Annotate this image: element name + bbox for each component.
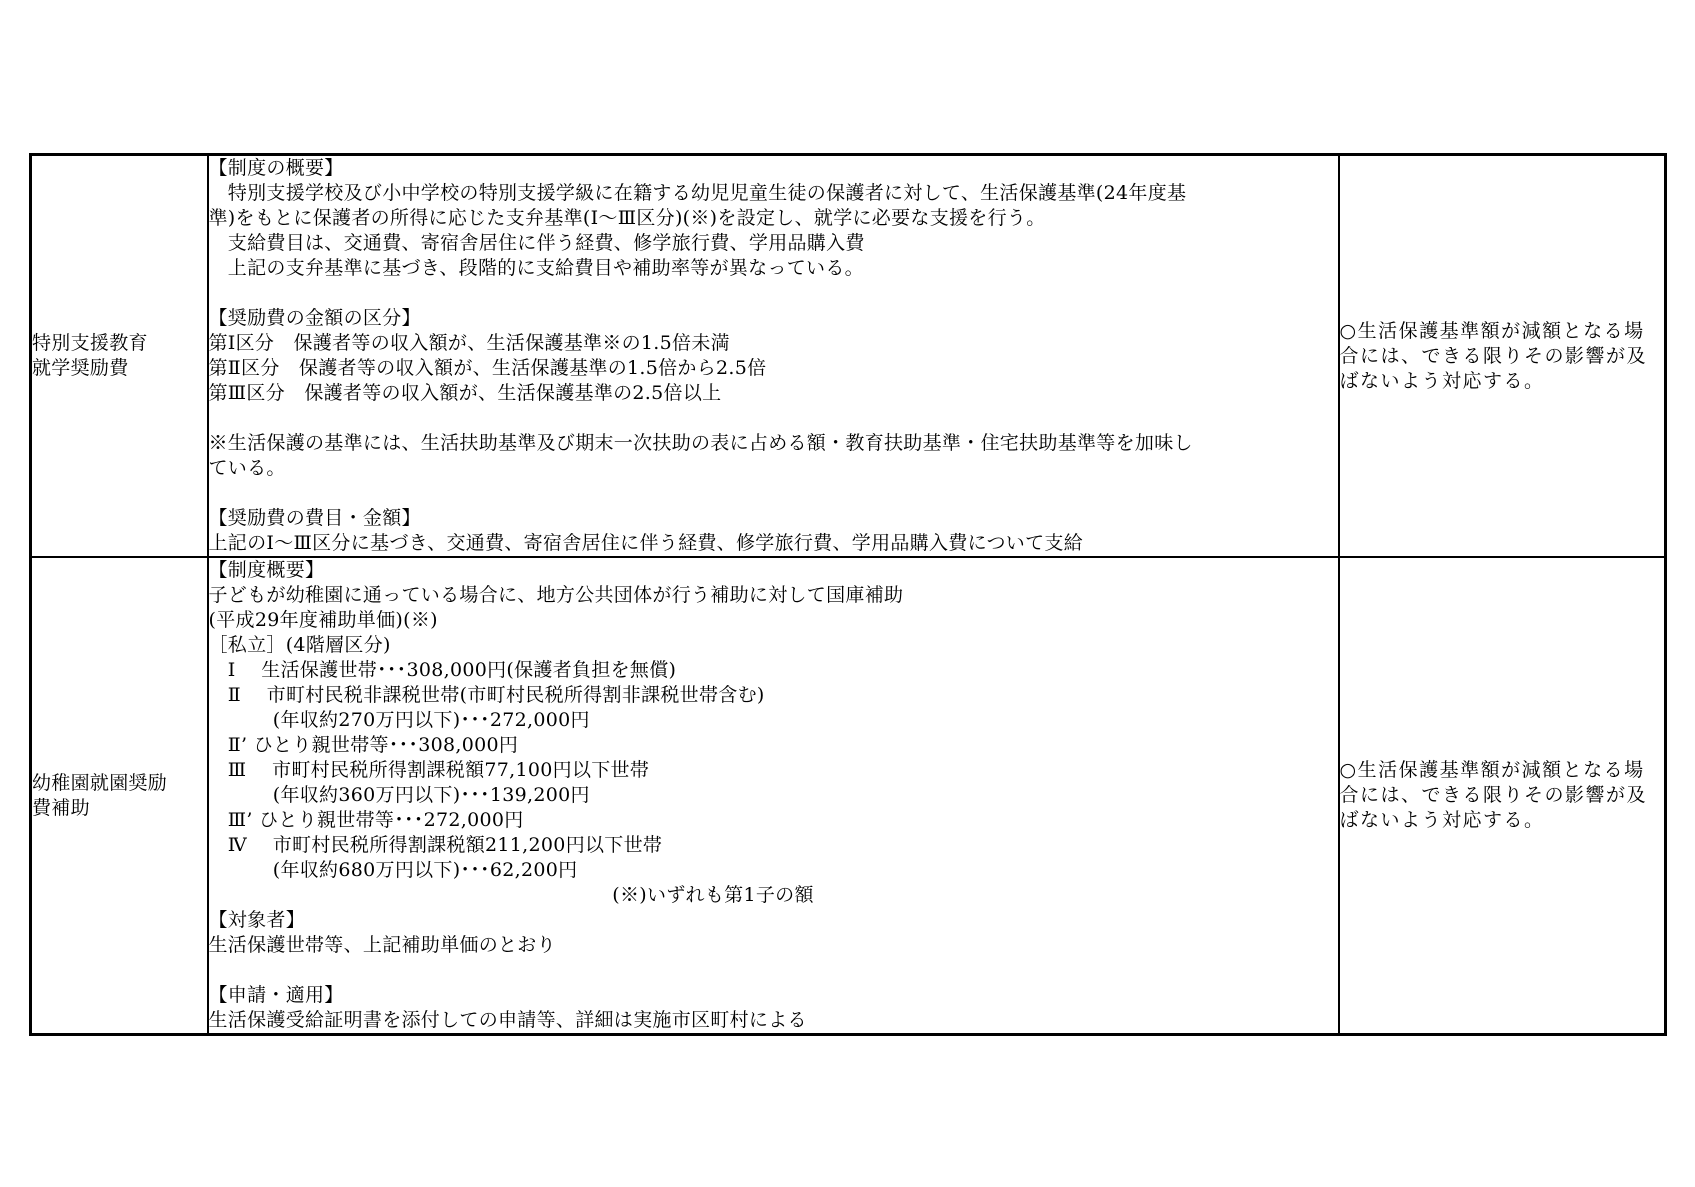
description-line: 準)をもとに保護者の所得に応じた支弁基準(Ⅰ～Ⅲ区分)(※)を設定し、就学に必要な支援を行う。 — [208, 207, 1046, 229]
description-line: 特別支援学校及び小中学校の特別支援学級に在籍する幼児児童生徒の保護者に対して、生活保護基準(24年度基 — [208, 182, 1187, 204]
description-line: (平成29年度補助単価)(※) — [208, 609, 438, 631]
program-name-cell — [31, 557, 208, 1035]
description-line: 支給費目は、交通費、寄宿舎居住に伴う経費、修学旅行費、学用品購入費 — [208, 232, 865, 254]
description-line: 子どもが幼稚園に通っている場合に、地方公共団体が行う補助に対して国庫補助 — [208, 584, 904, 606]
description-heading: 【申請・適用】 — [208, 984, 344, 1006]
subsidy-item: Ⅲ 市町村民税所得割課税額77,100円以下世帯 — [208, 759, 650, 781]
description-line: ［私立］(4階層区分) — [208, 634, 391, 656]
subsidy-item: (年収約360万円以下)･･･139,200円 — [208, 784, 590, 806]
program-description-cell — [208, 557, 1339, 1035]
blank-line — [209, 481, 1338, 506]
description-line: 第Ⅱ区分 保護者等の収入額が、生活保護基準の1.5倍から2.5倍 — [208, 357, 767, 379]
description-line: ている。 — [208, 457, 286, 479]
program-note-cell — [1339, 557, 1666, 1035]
description-line: 上記のⅠ～Ⅲ区分に基づき、交通費、寄宿舎居住に伴う経費、修学旅行費、学用品購入費について支給 — [208, 532, 1083, 554]
blank-line — [209, 958, 1338, 983]
program-name-cell — [31, 155, 208, 558]
subsidy-item: Ⅰ 生活保護世帯･･･308,000円(保護者負担を無償) — [208, 659, 677, 681]
description-heading: 【制度の概要】 — [208, 157, 344, 179]
table-row — [31, 155, 1666, 558]
blank-line — [209, 281, 1338, 306]
footnote-line: (※)いずれも第1子の額 — [612, 884, 814, 906]
description-heading: 【対象者】 — [208, 909, 306, 931]
table-row — [31, 557, 1666, 1035]
description-heading: 【制度概要】 — [208, 559, 325, 581]
program-note-text: ○生活保護基準額が減額となる場合には、できる限りその影響が及ばないよう対応する。 — [1339, 319, 1648, 392]
program-name-line: 幼稚園就園奨励 — [32, 771, 168, 794]
subsidy-item: Ⅱ’ ひとり親世帯等･･･308,000円 — [208, 734, 519, 756]
description-line: 上記の支弁基準に基づき、段階的に支給費目や補助率等が異なっている。 — [208, 257, 864, 279]
blank-line — [209, 406, 1338, 431]
program-table — [29, 153, 1667, 1036]
description-line: ※生活保護の基準には、生活扶助基準及び期末一次扶助の表に占める額・教育扶助基準・住宅扶助基準等を加味し — [208, 432, 1193, 454]
subsidy-item: Ⅲ’ ひとり親世帯等･･･272,000円 — [208, 809, 524, 831]
subsidy-item: Ⅳ 市町村民税所得割課税額211,200円以下世帯 — [208, 834, 663, 856]
subsidy-item: (年収約270万円以下)･･･272,000円 — [208, 709, 590, 731]
description-line: 第Ⅲ区分 保護者等の収入額が、生活保護基準の2.5倍以上 — [208, 382, 722, 404]
description-line: 生活保護受給証明書を添付しての申請等、詳細は実施市区町村による — [208, 1009, 807, 1031]
program-name-line: 就学奨励費 — [32, 357, 129, 379]
description-line: 生活保護世帯等、上記補助単価のとおり — [208, 934, 556, 956]
subsidy-item: Ⅱ 市町村民税非課税世帯(市町村民税所得割非課税世帯含む) — [208, 684, 765, 706]
program-note-cell — [1339, 155, 1666, 558]
program-description-cell — [208, 155, 1339, 558]
description-line: 第Ⅰ区分 保護者等の収入額が、生活保護基準※の1.5倍未満 — [208, 332, 730, 354]
description-heading: 【奨励費の金額の区分】 — [208, 307, 421, 329]
program-name-line: 費補助 — [32, 796, 90, 819]
program-name-line: 特別支援教育 — [32, 332, 148, 354]
program-note-text: ○生活保護基準額が減額となる場合には、できる限りその影響が及ばないよう対応する。 — [1339, 759, 1648, 831]
subsidy-item: (年収約680万円以下)･･･62,200円 — [208, 859, 578, 881]
description-heading: 【奨励費の費目・金額】 — [208, 507, 421, 529]
